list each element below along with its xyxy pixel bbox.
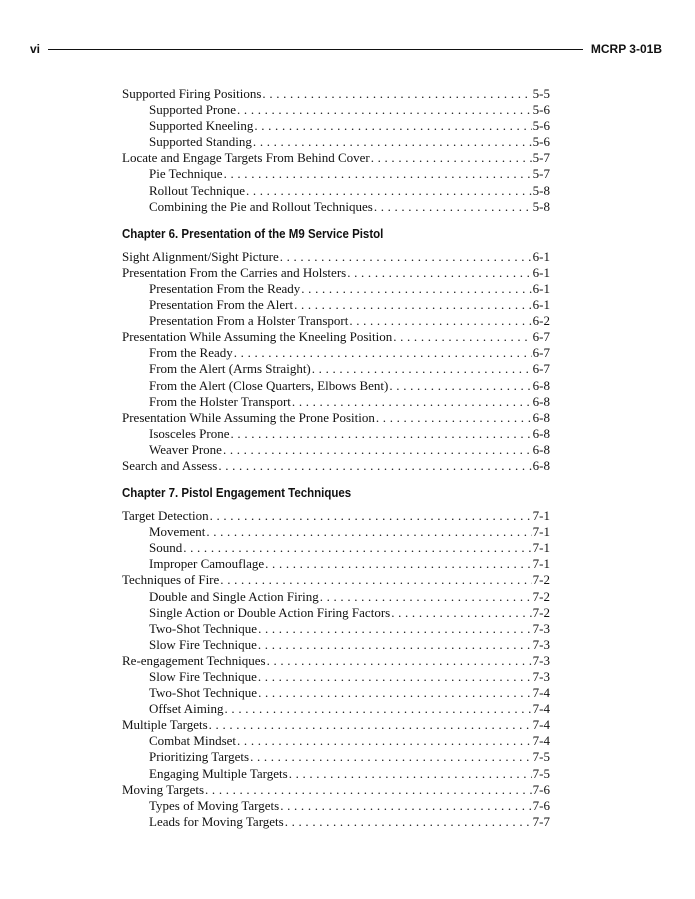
toc-entry-page: 7-4 [532, 701, 550, 717]
toc-entry[interactable] [122, 249, 550, 265]
toc-entry[interactable] [122, 150, 550, 166]
dot-leader [294, 297, 532, 313]
toc-entry-title: Improper Camouflage [149, 556, 265, 572]
toc-entry-page: 7-3 [532, 620, 550, 636]
toc-entry[interactable] [122, 814, 550, 830]
toc-entry-title: Offset Aiming [149, 701, 224, 717]
toc-entry-title: From the Alert (Arms Straight) [149, 361, 311, 377]
dot-leader [292, 394, 532, 410]
dot-leader [237, 733, 532, 749]
dot-leader [253, 134, 532, 150]
toc-entry[interactable] [122, 394, 550, 410]
toc-entry[interactable] [122, 508, 550, 524]
toc-entry-page: 6-7 [532, 361, 550, 377]
toc-entry-title: Movement [149, 524, 206, 540]
table-of-contents [122, 86, 550, 830]
toc-entry-page: 6-2 [532, 313, 550, 329]
dot-leader [320, 589, 532, 605]
dot-leader [280, 798, 531, 814]
dot-leader [347, 265, 531, 281]
toc-entry[interactable] [122, 733, 550, 749]
page-number: vi [30, 42, 41, 56]
toc-entry[interactable] [122, 749, 550, 765]
toc-entry[interactable] [122, 183, 550, 199]
dot-leader [389, 378, 531, 394]
toc-entry-page: 5-7 [532, 166, 550, 182]
toc-entry-title: Presentation From the Ready [149, 280, 301, 296]
toc-entry[interactable] [122, 297, 550, 313]
toc-entry-title: Techniques of Fire [122, 572, 220, 588]
toc-entry-title: Weaver Prone [149, 441, 222, 457]
toc-entry-page: 5-6 [532, 134, 550, 150]
toc-entry-title: Supported Prone [149, 102, 237, 118]
dot-leader [209, 717, 532, 733]
toc-entry-page: 7-2 [532, 588, 550, 604]
dot-leader [220, 572, 531, 588]
toc-entry-page: 7-1 [532, 508, 550, 524]
dot-leader [234, 345, 532, 361]
toc-entry[interactable] [122, 281, 550, 297]
toc-entry-page: 7-1 [532, 540, 550, 556]
toc-entry-title: Leads for Moving Targets [149, 813, 284, 829]
toc-entry-title: Single Action or Double Action Firing Factors [149, 604, 391, 620]
toc-entry-title: Double and Single Action Firing [149, 588, 319, 604]
toc-entry[interactable] [122, 166, 550, 182]
toc-entry[interactable] [122, 782, 550, 798]
toc-entry-title: Moving Targets [122, 781, 205, 797]
dot-leader [250, 749, 532, 765]
toc-entry[interactable] [122, 556, 550, 572]
toc-entry[interactable] [122, 313, 550, 329]
toc-entry-page: 7-3 [532, 652, 550, 668]
toc-entry[interactable] [122, 669, 550, 685]
dot-leader [280, 249, 532, 265]
dot-leader [218, 458, 531, 474]
toc-entry-page: 6-8 [532, 441, 550, 457]
toc-entry-page: 7-4 [532, 717, 550, 733]
dot-leader [237, 102, 532, 118]
toc-entry[interactable] [122, 798, 550, 814]
toc-entry-title: Multiple Targets [122, 717, 208, 733]
toc-entry-page: 7-1 [532, 556, 550, 572]
toc-entry-title: Combining the Pie and Rollout Techniques [149, 198, 373, 214]
toc-entry-page: 6-7 [532, 329, 550, 345]
toc-entry-title: Presentation From the Alert [149, 297, 294, 313]
toc-entry-title: From the Ready [149, 345, 233, 361]
chapter-6-entries [122, 249, 550, 474]
dot-leader [393, 329, 531, 345]
toc-entry[interactable] [122, 102, 550, 118]
dot-leader [312, 361, 532, 377]
toc-entry-page: 7-1 [532, 524, 550, 540]
toc-entry-page: 6-1 [532, 248, 550, 264]
toc-entry-title: Combat Mindset [149, 733, 237, 749]
toc-entry-page: 6-1 [532, 280, 550, 296]
dot-leader [210, 508, 532, 524]
toc-entry[interactable] [122, 524, 550, 540]
toc-entry-title: Target Detection [122, 508, 209, 524]
toc-entry-title: Presentation While Assuming the Prone Position [122, 409, 375, 425]
toc-entry-title: Supported Standing [149, 134, 252, 150]
dot-leader [254, 118, 531, 134]
toc-entry-page: 5-8 [532, 182, 550, 198]
toc-entry-page: 6-8 [532, 393, 550, 409]
dot-leader [224, 166, 532, 182]
toc-entry[interactable] [122, 329, 550, 345]
chapter-6-heading: Chapter 6. Presentation of the M9 Service Pistol [122, 226, 384, 241]
toc-entry-page: 5-6 [532, 102, 550, 118]
toc-entry-title: Isosceles Prone [149, 425, 230, 441]
toc-entry-title: Re-engagement Techniques [122, 652, 266, 668]
toc-entry-page: 7-7 [532, 813, 550, 829]
toc-entry[interactable] [122, 685, 550, 701]
toc-entry-title: Search and Assess [122, 457, 218, 473]
dot-leader [258, 669, 532, 685]
toc-entry-title: Two-Shot Technique [149, 620, 258, 636]
toc-entry[interactable] [122, 766, 550, 782]
toc-entry-title: From the Holster Transport [149, 393, 291, 409]
dot-leader [349, 313, 531, 329]
toc-entry-page: 6-8 [532, 409, 550, 425]
toc-entry-page: 7-5 [532, 765, 550, 781]
toc-entry-title: From the Alert (Close Quarters, Elbows Bent) [149, 377, 389, 393]
dot-leader [289, 766, 532, 782]
toc-entry[interactable] [122, 572, 550, 588]
toc-entry-title: Pie Technique [149, 166, 223, 182]
toc-entry[interactable] [122, 265, 550, 281]
dot-leader [258, 637, 532, 653]
toc-entry-title: Presentation From a Holster Transport [149, 313, 349, 329]
toc-entry[interactable] [122, 458, 550, 474]
toc-entry-page: 6-8 [532, 457, 550, 473]
dot-leader [267, 653, 532, 669]
toc-entry[interactable] [122, 605, 550, 621]
dot-leader [205, 782, 532, 798]
header-rule [48, 49, 583, 50]
toc-entry-title: Slow Fire Technique [149, 669, 257, 684]
toc-entry-page: 7-3 [532, 636, 550, 652]
toc-entry-title: Supported Kneeling [149, 118, 254, 134]
toc-entry[interactable] [122, 589, 550, 605]
toc-entry-page: 6-1 [532, 264, 550, 280]
toc-entry-page: 7-4 [532, 685, 550, 701]
toc-entry[interactable] [122, 717, 550, 733]
toc-entry[interactable] [122, 410, 550, 426]
toc-entry-title: Sight Alignment/Sight Picture [122, 248, 279, 264]
toc-entry[interactable] [122, 637, 550, 653]
toc-entry-title: Locate and Engage Targets From Behind Cover [122, 150, 370, 166]
toc-entry-page: 5-7 [532, 150, 550, 166]
toc-entry-page: 7-5 [532, 749, 550, 765]
toc-entry-page: 6-7 [532, 345, 550, 361]
toc-entry[interactable] [122, 134, 550, 150]
toc-entry-title: Slow Fire Technique [149, 636, 257, 652]
toc-entry[interactable] [122, 345, 550, 361]
toc-entry-title: Presentation From the Carries and Holsters [122, 264, 347, 280]
chapter-7-heading: Chapter 7. Pistol Engagement Techniques [122, 486, 352, 501]
toc-entry[interactable] [122, 199, 550, 215]
toc-entry[interactable] [122, 118, 550, 134]
toc-entry-page: 7-6 [532, 781, 550, 797]
toc-entry-title: Types of Moving Targets [149, 797, 280, 813]
toc-entry-title: Supported Firing Positions [122, 86, 262, 101]
dot-leader [206, 524, 531, 540]
toc-section-continued [122, 86, 550, 215]
toc-entry[interactable] [122, 378, 550, 394]
toc-entry-page: 5-6 [532, 118, 550, 134]
dot-leader [225, 701, 532, 717]
toc-entry-page: 6-8 [532, 425, 550, 441]
page-header [30, 41, 662, 57]
toc-entry[interactable] [122, 442, 550, 458]
dot-leader [265, 556, 532, 572]
dot-leader [231, 426, 532, 442]
dot-leader [391, 605, 531, 621]
toc-entry[interactable] [122, 426, 550, 442]
toc-entry[interactable] [122, 540, 550, 556]
toc-entry[interactable] [122, 86, 550, 102]
chapter-7-entries [122, 508, 550, 830]
toc-entry[interactable] [122, 361, 550, 377]
toc-entry[interactable] [122, 653, 550, 669]
dot-leader [246, 183, 532, 199]
toc-entry-title: Rollout Technique [149, 182, 245, 198]
dot-leader [376, 410, 532, 426]
dot-leader [183, 540, 531, 556]
dot-leader [371, 150, 532, 166]
toc-entry-page: 5-5 [532, 86, 550, 101]
toc-entry-page: 7-3 [532, 669, 550, 684]
dot-leader [258, 685, 532, 701]
toc-entry-title: Two-Shot Technique [149, 685, 258, 701]
toc-entry-page: 7-2 [532, 572, 550, 588]
dot-leader [374, 199, 532, 215]
toc-entry-title: Prioritizing Targets [149, 749, 250, 765]
toc-entry-title: Presentation While Assuming the Kneeling Position [122, 329, 393, 345]
toc-entry-page: 7-6 [532, 797, 550, 813]
toc-entry-page: 7-4 [532, 733, 550, 749]
toc-entry-page: 6-8 [532, 377, 550, 393]
dot-leader [301, 281, 531, 297]
dot-leader [258, 621, 532, 637]
dot-leader [262, 86, 531, 102]
toc-entry[interactable] [122, 701, 550, 717]
toc-entry-title: Engaging Multiple Targets [149, 765, 288, 781]
document-id: MCRP 3-01B [590, 42, 662, 56]
toc-entry[interactable] [122, 621, 550, 637]
toc-entry-title: Sound [149, 540, 183, 556]
dot-leader [285, 814, 532, 830]
toc-entry-page: 7-2 [532, 604, 550, 620]
dot-leader [223, 442, 532, 458]
toc-entry-page: 6-1 [532, 297, 550, 313]
toc-entry-page: 5-8 [532, 198, 550, 214]
